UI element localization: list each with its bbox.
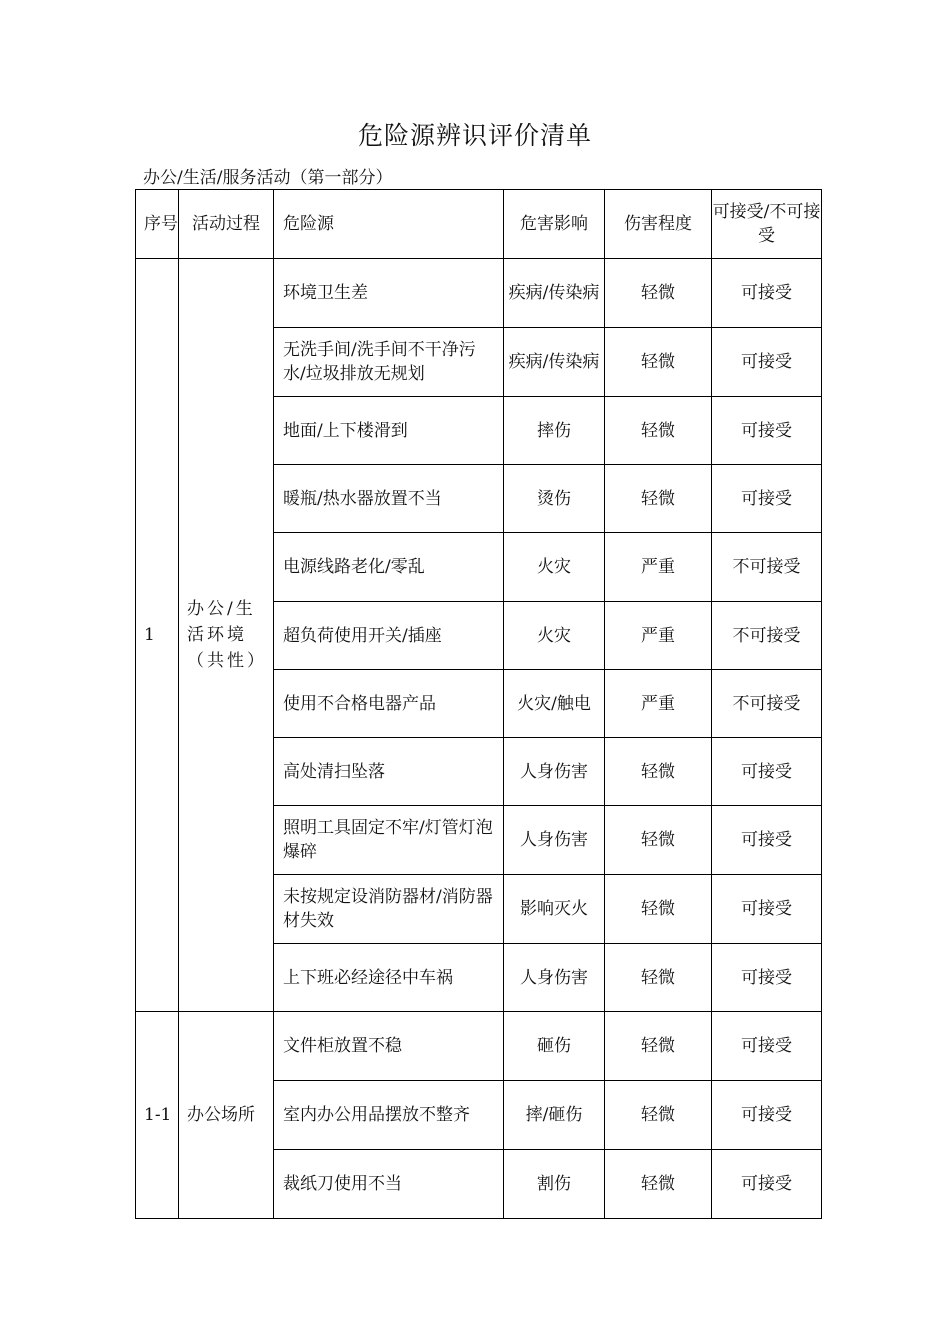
hazard-table-body — [136, 190, 822, 1219]
cell-hazard: 文件柜放置不稳 — [274, 1012, 504, 1081]
cell-impact: 疾病/传染病 — [504, 328, 605, 397]
cell-degree: 轻微 — [605, 1150, 712, 1219]
cell-hazard: 室内办公用品摆放不整齐 — [274, 1081, 504, 1150]
cell-hazard: 暖瓶/热水器放置不当 — [274, 465, 504, 533]
cell-hazard: 照明工具固定不牢/灯管灯泡爆碎 — [274, 806, 504, 875]
cell-degree: 轻微 — [605, 806, 712, 875]
cell-degree: 轻微 — [605, 944, 712, 1012]
cell-impact: 砸伤 — [504, 1012, 605, 1081]
cell-impact: 疾病/传染病 — [504, 259, 605, 328]
cell-degree: 轻微 — [605, 1012, 712, 1081]
table-row — [136, 259, 822, 328]
cell-degree: 轻微 — [605, 1081, 712, 1150]
cell-acceptable: 不可接受 — [712, 670, 822, 738]
cell-degree: 严重 — [605, 670, 712, 738]
cell-hazard: 地面/上下楼滑到 — [274, 397, 504, 465]
cell-degree: 轻微 — [605, 738, 712, 806]
cell-acceptable: 可接受 — [712, 259, 822, 328]
cell-acceptable: 可接受 — [712, 738, 822, 806]
cell-acceptable: 可接受 — [712, 1150, 822, 1219]
cell-hazard: 裁纸刀使用不当 — [274, 1150, 504, 1219]
cell-impact: 火灾 — [504, 602, 605, 670]
cell-seq: 1-1 — [136, 1012, 179, 1219]
cell-impact: 割伤 — [504, 1150, 605, 1219]
cell-hazard: 环境卫生差 — [274, 259, 504, 328]
cell-hazard: 未按规定设消防器材/消防器材失效 — [274, 875, 504, 944]
cell-acceptable: 不可接受 — [712, 533, 822, 602]
cell-impact: 火灾/触电 — [504, 670, 605, 738]
cell-hazard: 高处清扫坠落 — [274, 738, 504, 806]
cell-degree: 轻微 — [605, 259, 712, 328]
section-subtitle: 办公/生活/服务活动（第一部分） — [143, 168, 393, 188]
cell-acceptable: 可接受 — [712, 944, 822, 1012]
cell-acceptable: 可接受 — [712, 875, 822, 944]
cell-degree: 轻微 — [605, 328, 712, 397]
cell-seq: 1 — [136, 259, 179, 1012]
cell-hazard: 超负荷使用开关/插座 — [274, 602, 504, 670]
cell-impact: 摔/砸伤 — [504, 1081, 605, 1150]
cell-hazard: 电源线路老化/零乱 — [274, 533, 504, 602]
cell-acceptable: 可接受 — [712, 465, 822, 533]
cell-impact: 人身伤害 — [504, 944, 605, 1012]
cell-activity: 办公场所 — [179, 1012, 274, 1219]
cell-hazard: 无洗手间/洗手间不干净污水/垃圾排放无规划 — [274, 328, 504, 397]
table-row — [136, 1012, 822, 1081]
hazard-table — [135, 189, 822, 1219]
cell-acceptable: 可接受 — [712, 1081, 822, 1150]
cell-acceptable: 不可接受 — [712, 602, 822, 670]
cell-activity: 办公/生活环境（共性） — [179, 259, 274, 1012]
table-header-row — [136, 190, 822, 259]
cell-acceptable: 可接受 — [712, 806, 822, 875]
header-degree: 伤害程度 — [605, 190, 712, 259]
page-title: 危险源辨识评价清单 — [357, 121, 592, 150]
cell-acceptable: 可接受 — [712, 1012, 822, 1081]
cell-impact: 摔伤 — [504, 397, 605, 465]
header-seq: 序号 — [136, 190, 179, 259]
cell-hazard: 上下班必经途径中车祸 — [274, 944, 504, 1012]
cell-degree: 严重 — [605, 533, 712, 602]
cell-acceptable: 可接受 — [712, 397, 822, 465]
cell-degree: 严重 — [605, 602, 712, 670]
cell-hazard: 使用不合格电器产品 — [274, 670, 504, 738]
header-acceptable: 可接受/不可接受 — [712, 190, 822, 259]
header-hazard: 危险源 — [274, 190, 504, 259]
cell-impact: 影响灭火 — [504, 875, 605, 944]
header-impact: 危害影响 — [504, 190, 605, 259]
cell-impact: 人身伤害 — [504, 806, 605, 875]
header-activity: 活动过程 — [179, 190, 274, 259]
cell-impact: 人身伤害 — [504, 738, 605, 806]
cell-degree: 轻微 — [605, 465, 712, 533]
cell-degree: 轻微 — [605, 875, 712, 944]
cell-impact: 火灾 — [504, 533, 605, 602]
cell-degree: 轻微 — [605, 397, 712, 465]
cell-impact: 烫伤 — [504, 465, 605, 533]
cell-acceptable: 可接受 — [712, 328, 822, 397]
